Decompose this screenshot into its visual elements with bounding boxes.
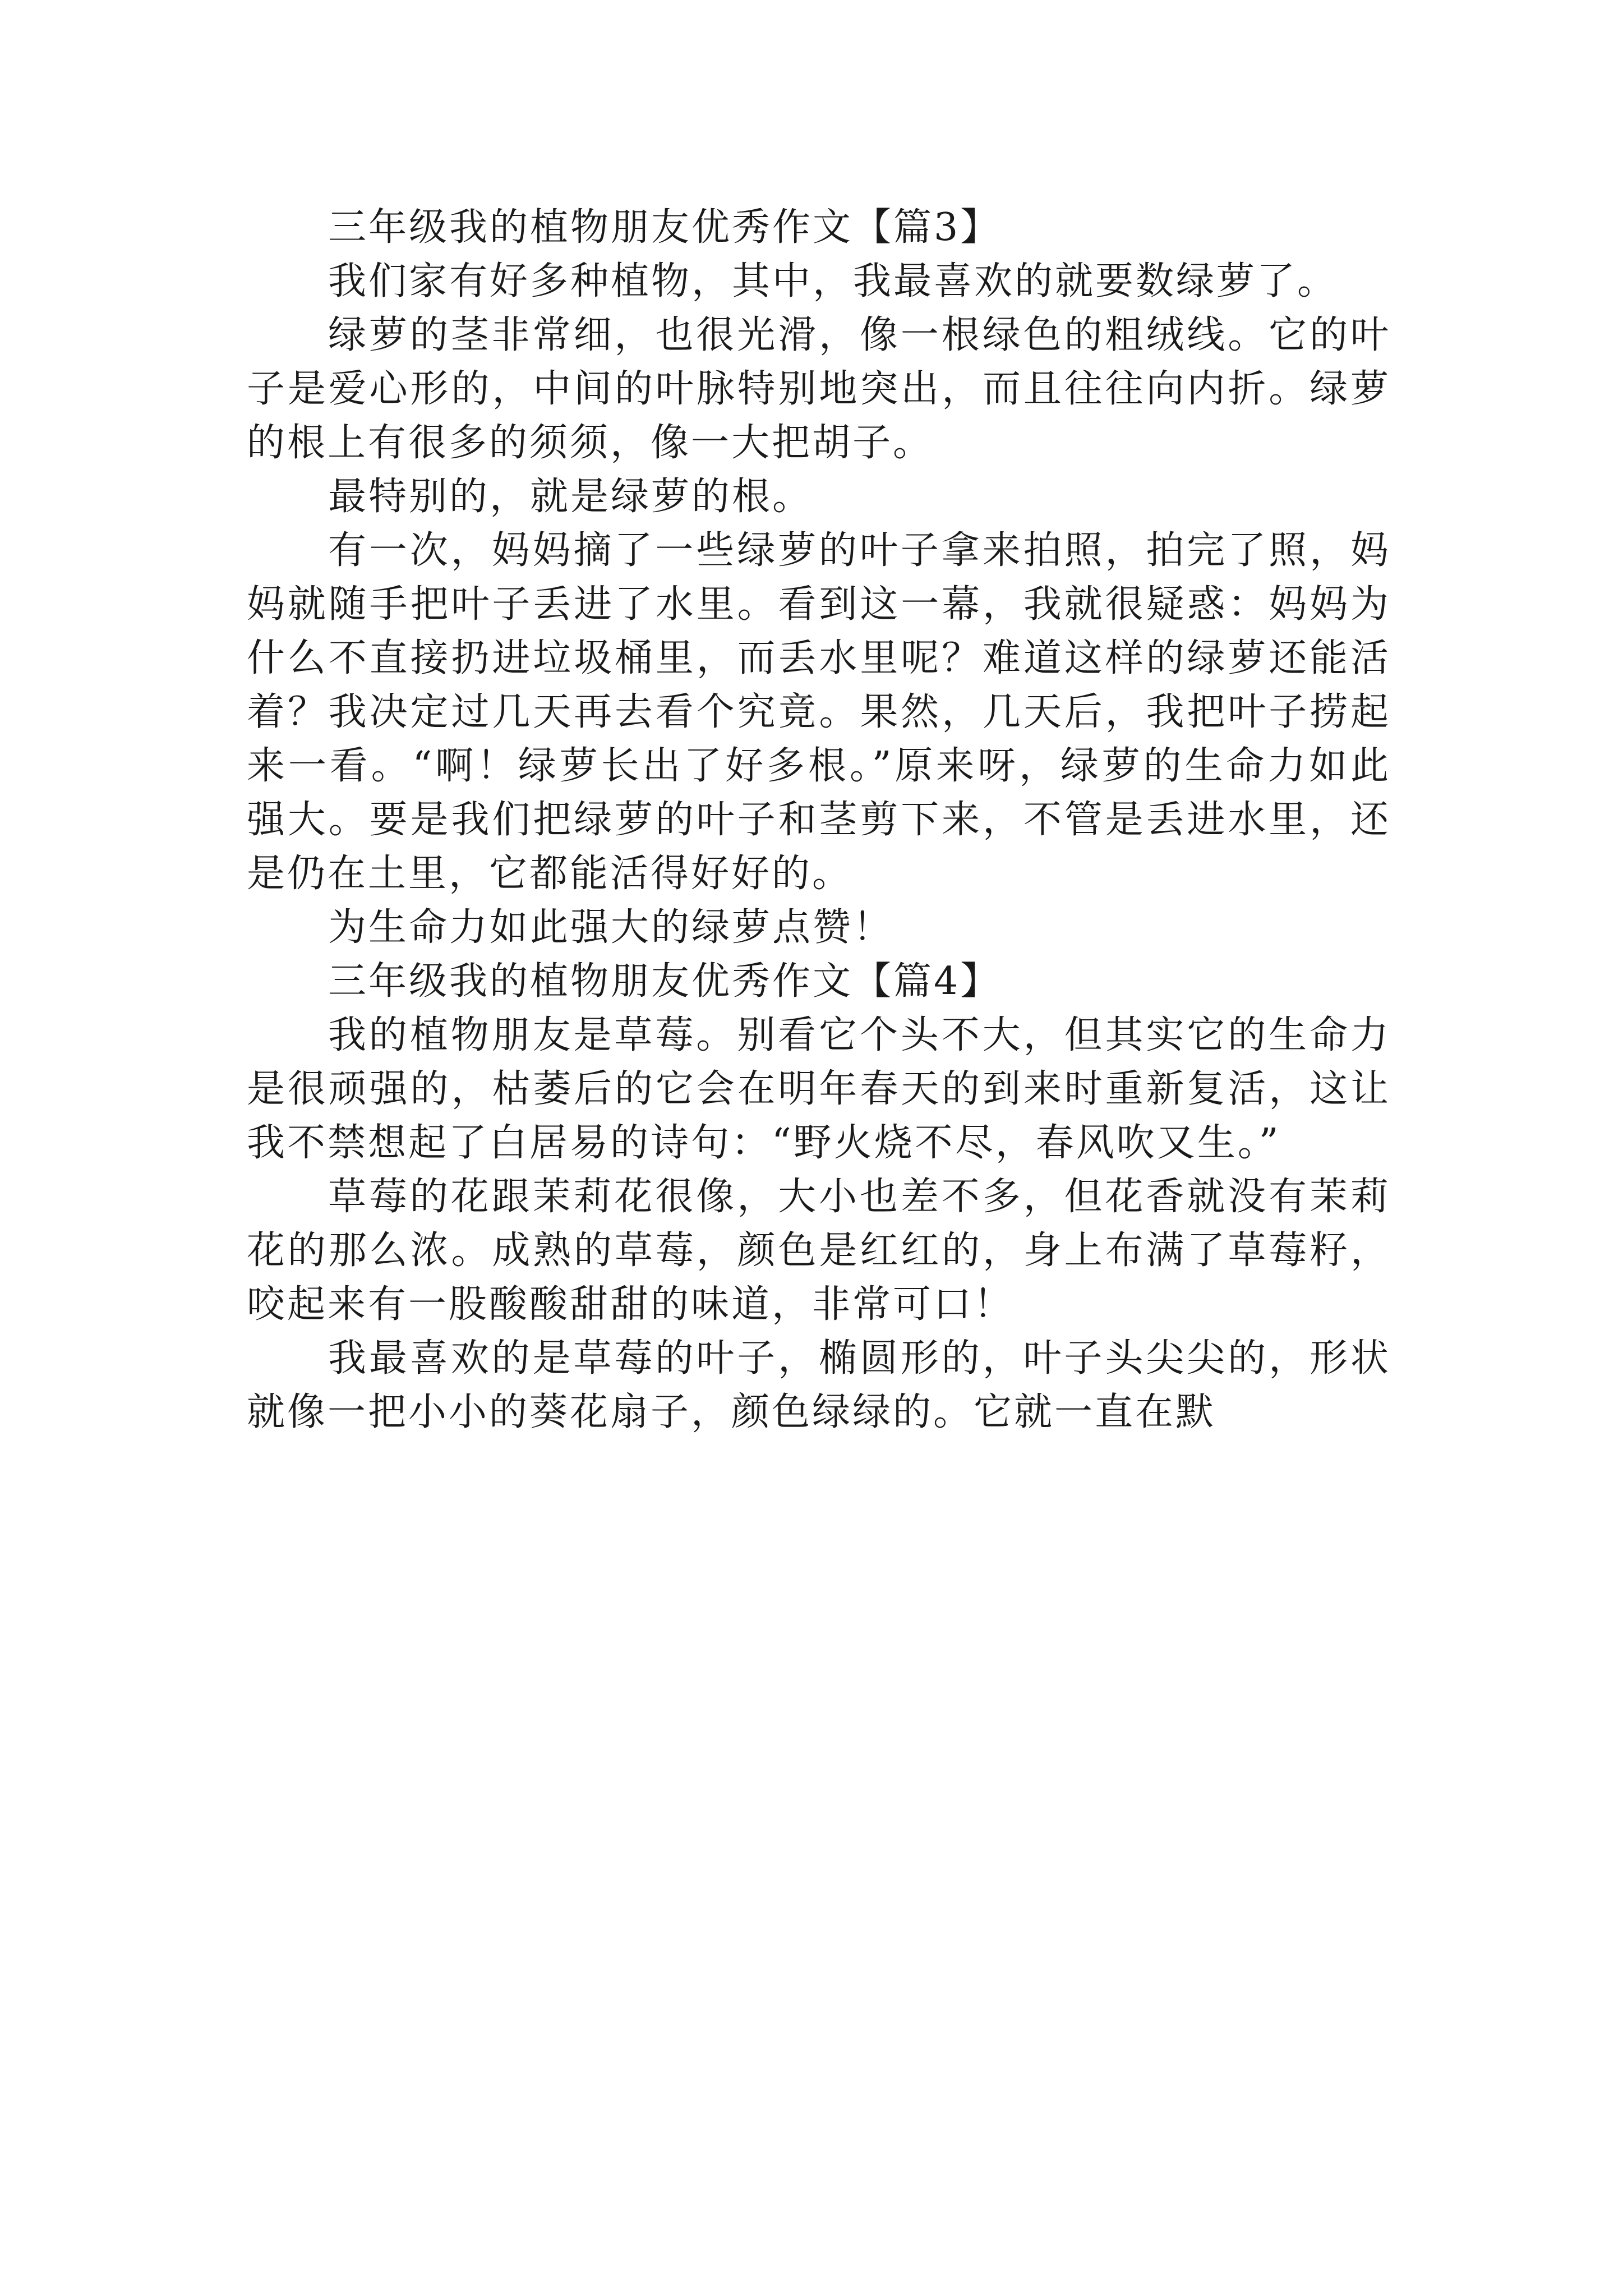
section-heading-4: 三年级我的植物朋友优秀作文【篇4】 xyxy=(328,959,1001,1004)
paragraph: 我们家有好多种植物，其中，我最喜欢的就要数绿萝了。 xyxy=(328,259,1338,303)
paragraph: 绿萝的茎非常细，也很光滑，像一根绿色的粗绒线。它的叶子是爱心形的，中间的叶脉特别地突出，而且往往向内折。绿萝的根上有很多的须须，像一大把胡子。 xyxy=(247,313,1391,465)
paragraph: 有一次，妈妈摘了一些绿萝的叶子拿来拍照，拍完了照，妈妈就随手把叶子丢进了水里。看到这一幕，我就很疑惑：妈妈为什么不直接扔进垃圾桶里，而丢水里呢？难道这样的绿萝还能活着？我决定过几天再去看个究竟。果然，几天后，我把叶子捞起来一看。“啊！绿萝长出了好多根。”原来呀，绿萝的生命力如此强大。要是我们把绿萝的叶子和茎剪下来，不管是丢进水里，还是仍在土里，它都能活得好好的。 xyxy=(247,528,1391,896)
paragraph: 为生命力如此强大的绿萝点赞！ xyxy=(328,905,894,950)
paragraph: 我最喜欢的是草莓的叶子，椭圆形的，叶子头尖尖的，形状就像一把小小的葵花扇子，颜色绿绿的。它就一直在默 xyxy=(247,1336,1391,1434)
paragraph: 我的植物朋友是草莓。别看它个头不大，但其实它的生命力是很顽强的，枯萎后的它会在明年春天的到来时重新复活，这让我不禁想起了白居易的诗句：“野火烧不尽，春风吹又生。” xyxy=(247,1013,1391,1165)
paragraph: 草莓的花跟茉莉花很像，大小也差不多，但花香就没有茉莉花的那么浓。成熟的草莓，颜色是红红的，身上布满了草莓籽，咬起来有一股酸酸甜甜的味道，非常可口！ xyxy=(247,1175,1391,1327)
document-body xyxy=(247,201,1391,1439)
paragraph: 最特别的，就是绿萝的根。 xyxy=(328,475,813,519)
section-heading-3: 三年级我的植物朋友优秀作文【篇3】 xyxy=(328,205,1001,250)
